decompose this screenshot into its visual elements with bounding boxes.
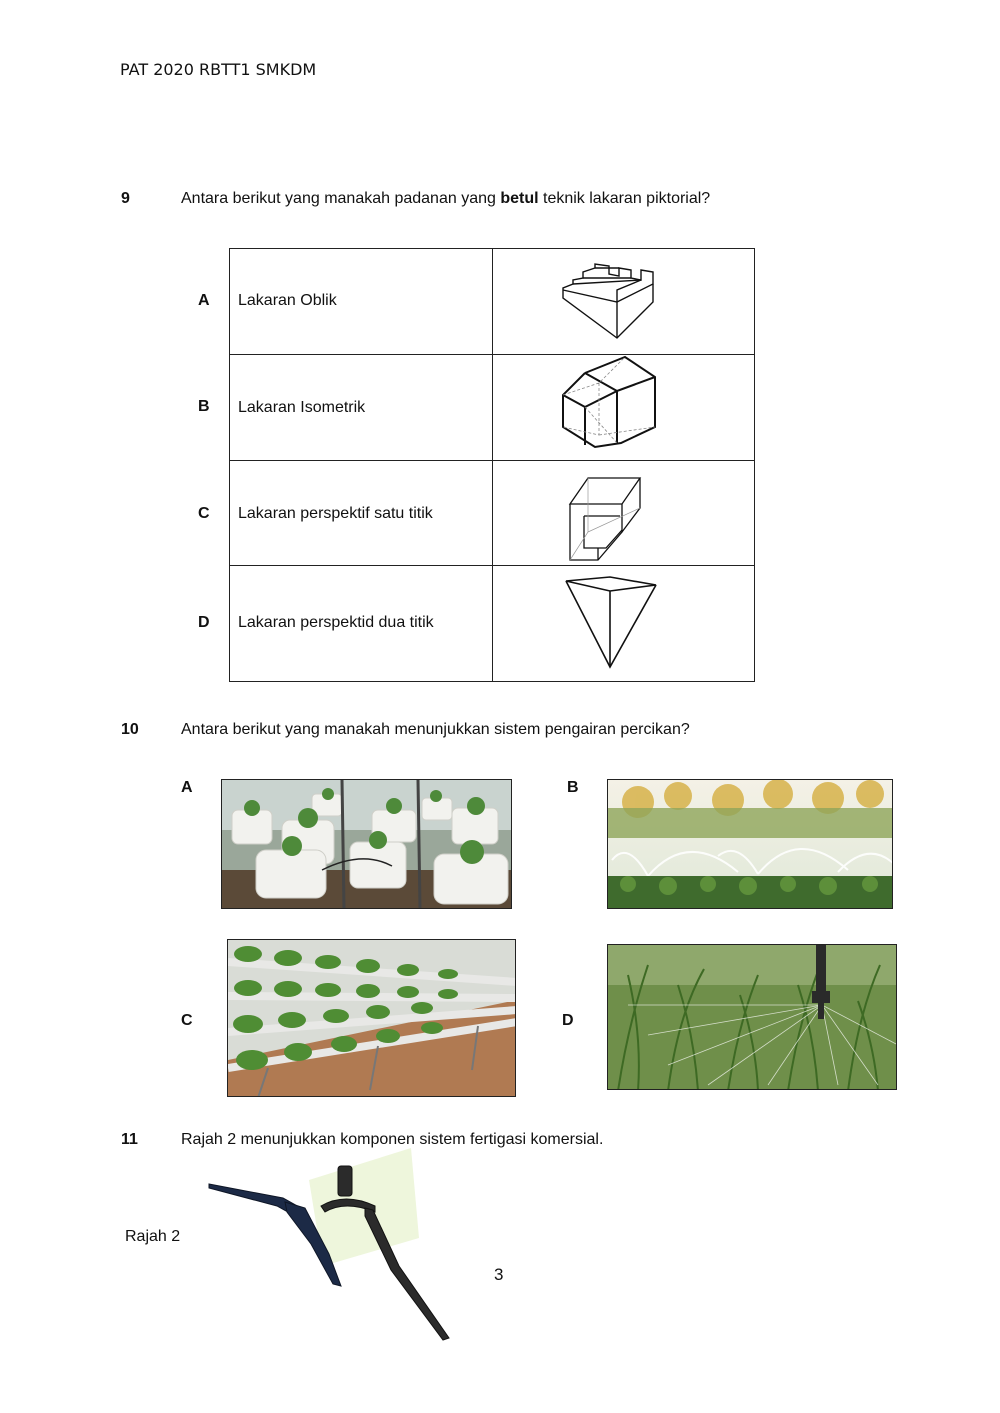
question-9-number: 9 — [121, 190, 130, 207]
drip-emitter-stakes — [205, 1146, 465, 1346]
q9-option-a-label: Lakaran Oblik — [238, 292, 337, 309]
isometric-block-sketch — [555, 355, 659, 450]
question-9-text — [181, 190, 710, 208]
question-9-text-part2: teknik lakaran piktorial? — [538, 190, 711, 207]
polybag-drip-irrigation-photo[interactable] — [221, 779, 512, 909]
hydroponic-pipes-photo[interactable] — [227, 939, 516, 1097]
q9-row-d[interactable] — [230, 565, 754, 682]
q9-row-b[interactable] — [230, 354, 754, 461]
q9-option-letter-a[interactable]: A — [198, 292, 210, 309]
question-9-text-bold: betul — [500, 190, 539, 207]
q10-option-letter-d[interactable]: D — [562, 1012, 574, 1029]
question-10-text: Antara berikut yang manakah menunjukkan sistem pengairan percikan? — [181, 721, 690, 738]
q9-option-letter-d[interactable]: D — [198, 614, 210, 631]
one-point-perspective-sketch — [562, 472, 650, 564]
question-11-text: Rajah 2 menunjukkan komponen sistem fertigasi komersial. — [181, 1131, 604, 1148]
mist-sprinkler-grass-photo[interactable] — [607, 944, 897, 1090]
q10-option-letter-b[interactable]: B — [567, 779, 579, 796]
q9-option-b-label: Lakaran Isometrik — [238, 399, 366, 416]
question-9-text-part1: Antara berikut yang manakah padanan yang — [181, 190, 501, 207]
two-point-perspective-sketch — [562, 575, 660, 671]
field-sprinkler-photo[interactable] — [607, 779, 893, 909]
figure-caption: Rajah 2 — [125, 1228, 181, 1245]
q10-option-letter-a[interactable]: A — [181, 779, 193, 796]
q9-option-letter-b[interactable]: B — [198, 398, 210, 415]
q9-option-d-label: Lakaran perspektid dua titik — [238, 614, 434, 631]
question-10-number: 10 — [121, 721, 139, 738]
q9-option-c-label: Lakaran perspektif satu titik — [238, 505, 433, 522]
q9-options-table — [229, 248, 755, 682]
page-header: PAT 2020 RBTT1 SMKDM — [120, 60, 317, 79]
page-number: 3 — [494, 1265, 504, 1284]
q10-option-letter-c[interactable]: C — [181, 1012, 193, 1029]
q9-row-a[interactable] — [230, 249, 754, 354]
q9-option-letter-c[interactable]: C — [198, 505, 210, 522]
stairs-oblique-sketch — [555, 262, 667, 342]
question-11-number: 11 — [121, 1131, 138, 1148]
q9-row-c[interactable] — [230, 460, 754, 566]
